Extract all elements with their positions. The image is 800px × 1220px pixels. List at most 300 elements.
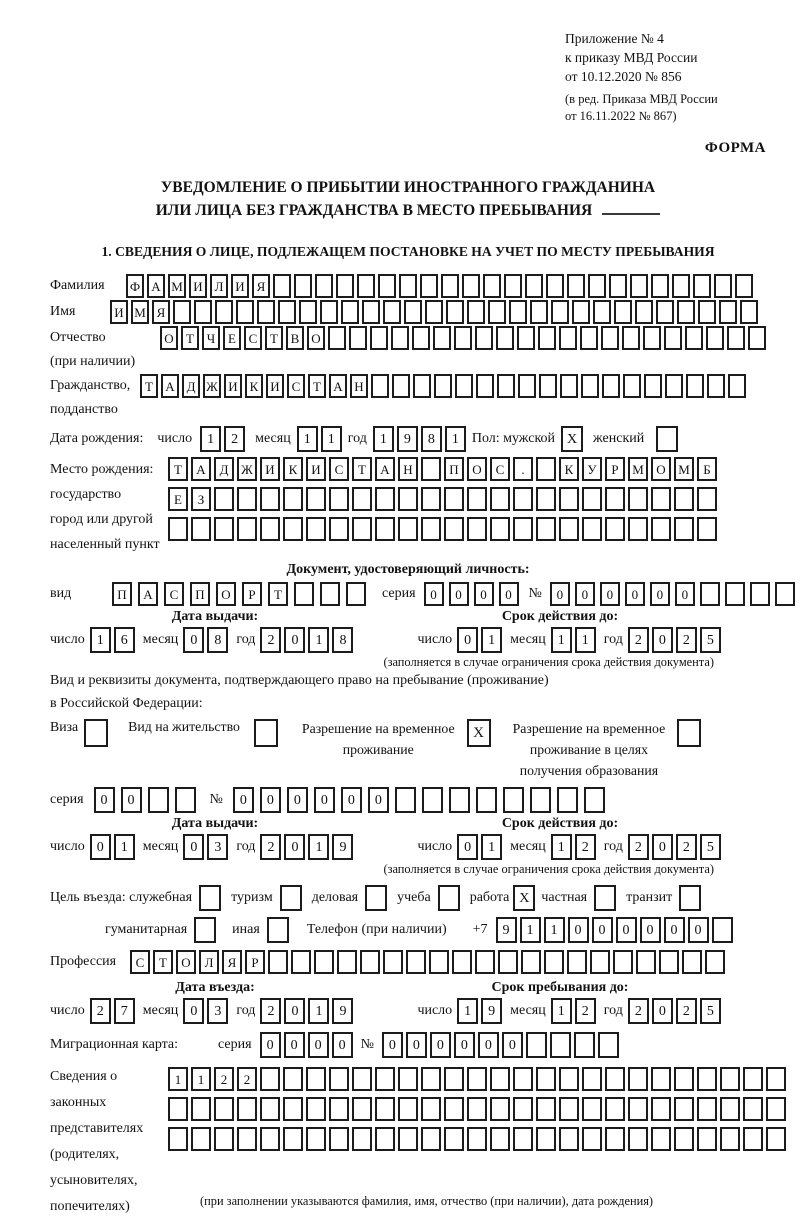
form-cell[interactable]	[536, 487, 556, 511]
form-cell[interactable]	[84, 719, 108, 747]
form-cell[interactable]	[513, 517, 533, 541]
form-cell[interactable]: М	[131, 300, 149, 324]
form-cell[interactable]	[475, 326, 493, 350]
form-cell[interactable]: Т	[140, 374, 158, 398]
form-cell[interactable]	[329, 487, 349, 511]
form-cell[interactable]: И	[189, 274, 207, 298]
form-cell[interactable]	[421, 487, 441, 511]
form-cell[interactable]	[236, 300, 254, 324]
form-cell[interactable]	[560, 374, 578, 398]
form-cell[interactable]	[536, 517, 556, 541]
form-cell[interactable]: И	[231, 274, 249, 298]
form-cell[interactable]: 1	[373, 426, 394, 452]
form-cell[interactable]	[513, 1067, 533, 1091]
form-cell[interactable]	[306, 517, 326, 541]
form-cell[interactable]	[425, 300, 443, 324]
form-cell[interactable]: Л	[199, 950, 219, 974]
form-cell[interactable]	[421, 1067, 441, 1091]
form-cell[interactable]	[582, 487, 602, 511]
form-cell[interactable]: 1	[90, 627, 111, 653]
form-cell[interactable]	[521, 950, 541, 974]
form-cell[interactable]: 0	[121, 787, 142, 813]
form-cell[interactable]: И	[110, 300, 128, 324]
form-cell[interactable]	[550, 1032, 571, 1058]
form-cell[interactable]: С	[287, 374, 305, 398]
form-cell[interactable]	[329, 1097, 349, 1121]
form-cell[interactable]	[593, 300, 611, 324]
form-cell[interactable]	[406, 950, 426, 974]
form-cell[interactable]	[320, 300, 338, 324]
form-cell[interactable]: 6	[114, 627, 135, 653]
form-cell[interactable]: П	[444, 457, 464, 481]
form-cell[interactable]: М	[674, 457, 694, 481]
form-cell[interactable]	[476, 374, 494, 398]
form-cell[interactable]	[628, 517, 648, 541]
form-cell[interactable]	[582, 1067, 602, 1091]
form-cell[interactable]	[260, 1097, 280, 1121]
form-cell[interactable]: Я	[222, 950, 242, 974]
form-cell[interactable]	[175, 787, 196, 813]
form-cell[interactable]	[191, 1097, 211, 1121]
form-cell[interactable]: 0	[341, 787, 362, 813]
form-cell[interactable]: Я	[252, 274, 270, 298]
form-cell[interactable]	[467, 1067, 487, 1091]
form-cell[interactable]	[260, 487, 280, 511]
form-cell[interactable]	[438, 885, 460, 911]
form-cell[interactable]: М	[628, 457, 648, 481]
form-cell[interactable]	[413, 374, 431, 398]
form-cell[interactable]	[697, 517, 717, 541]
form-cell[interactable]	[421, 457, 441, 481]
form-cell[interactable]	[605, 1127, 625, 1151]
form-cell[interactable]	[352, 517, 372, 541]
form-cell[interactable]	[168, 1097, 188, 1121]
form-cell[interactable]	[352, 1067, 372, 1091]
form-cell[interactable]: 2	[260, 834, 281, 860]
form-cell[interactable]	[588, 274, 606, 298]
form-cell[interactable]	[628, 1127, 648, 1151]
form-cell[interactable]	[706, 326, 724, 350]
form-cell[interactable]	[651, 1097, 671, 1121]
form-cell[interactable]	[572, 300, 590, 324]
form-cell[interactable]	[260, 517, 280, 541]
form-cell[interactable]	[525, 274, 543, 298]
form-cell[interactable]	[517, 326, 535, 350]
form-cell[interactable]	[613, 950, 633, 974]
form-cell[interactable]: И	[224, 374, 242, 398]
form-cell[interactable]: 1	[544, 917, 565, 943]
form-cell[interactable]	[194, 917, 216, 943]
form-cell[interactable]	[513, 1127, 533, 1151]
form-cell[interactable]: 0	[675, 582, 695, 606]
form-cell[interactable]: И	[306, 457, 326, 481]
form-cell[interactable]	[299, 300, 317, 324]
form-cell[interactable]	[728, 374, 746, 398]
form-cell[interactable]: 9	[496, 917, 517, 943]
form-cell[interactable]	[314, 950, 334, 974]
form-cell[interactable]	[446, 300, 464, 324]
form-cell[interactable]	[360, 950, 380, 974]
form-cell[interactable]: 0	[592, 917, 613, 943]
form-cell[interactable]: К	[245, 374, 263, 398]
form-cell[interactable]	[727, 326, 745, 350]
form-cell[interactable]	[383, 300, 401, 324]
form-cell[interactable]	[467, 1127, 487, 1151]
form-cell[interactable]	[476, 787, 497, 813]
form-cell[interactable]	[371, 374, 389, 398]
form-cell[interactable]	[743, 1097, 763, 1121]
form-cell[interactable]	[429, 950, 449, 974]
form-cell[interactable]	[605, 1097, 625, 1121]
form-cell[interactable]	[490, 1097, 510, 1121]
form-cell[interactable]	[278, 300, 296, 324]
form-cell[interactable]	[664, 326, 682, 350]
form-cell[interactable]: Т	[352, 457, 372, 481]
form-cell[interactable]	[336, 274, 354, 298]
form-cell[interactable]	[622, 326, 640, 350]
form-cell[interactable]	[214, 1097, 234, 1121]
form-cell[interactable]: 1	[200, 426, 221, 452]
form-cell[interactable]	[237, 517, 257, 541]
form-cell[interactable]	[237, 1127, 257, 1151]
form-cell[interactable]: С	[130, 950, 150, 974]
form-cell[interactable]: 1	[297, 426, 318, 452]
form-cell[interactable]: 0	[308, 1032, 329, 1058]
form-cell[interactable]	[697, 1067, 717, 1091]
form-cell[interactable]	[168, 1127, 188, 1151]
form-cell[interactable]: 3	[207, 998, 228, 1024]
form-cell[interactable]	[433, 326, 451, 350]
form-cell[interactable]	[294, 274, 312, 298]
form-cell[interactable]	[582, 517, 602, 541]
form-cell[interactable]	[628, 487, 648, 511]
form-cell[interactable]	[337, 950, 357, 974]
form-cell[interactable]	[567, 274, 585, 298]
form-cell[interactable]: 2	[628, 834, 649, 860]
form-cell[interactable]	[651, 274, 669, 298]
form-cell[interactable]: 2	[260, 627, 281, 653]
form-cell[interactable]: 8	[332, 627, 353, 653]
form-cell[interactable]	[352, 1097, 372, 1121]
form-cell[interactable]	[594, 885, 616, 911]
form-cell[interactable]: 1	[457, 998, 478, 1024]
form-cell[interactable]	[441, 274, 459, 298]
form-cell[interactable]: О	[216, 582, 236, 606]
form-cell[interactable]: 0	[430, 1032, 451, 1058]
form-cell[interactable]	[449, 787, 470, 813]
form-cell[interactable]: 1	[551, 998, 572, 1024]
form-cell[interactable]	[740, 300, 758, 324]
form-cell[interactable]	[719, 300, 737, 324]
form-cell[interactable]	[283, 517, 303, 541]
form-cell[interactable]: 9	[332, 834, 353, 860]
form-cell[interactable]: 1	[191, 1067, 211, 1091]
form-cell[interactable]: О	[307, 326, 325, 350]
form-cell[interactable]: 0	[233, 787, 254, 813]
form-cell[interactable]	[536, 1127, 556, 1151]
form-cell[interactable]	[260, 1127, 280, 1151]
form-cell[interactable]	[294, 582, 314, 606]
form-cell[interactable]: Р	[605, 457, 625, 481]
form-cell[interactable]	[601, 326, 619, 350]
form-cell[interactable]	[375, 487, 395, 511]
form-cell[interactable]	[598, 1032, 619, 1058]
form-cell[interactable]: 0	[284, 834, 305, 860]
form-cell[interactable]: Т	[181, 326, 199, 350]
form-cell[interactable]: 1	[575, 627, 596, 653]
form-cell[interactable]: 0	[600, 582, 620, 606]
form-cell[interactable]: Ж	[237, 457, 257, 481]
form-cell[interactable]	[444, 1067, 464, 1091]
form-cell[interactable]: О	[467, 457, 487, 481]
form-cell[interactable]: 1	[551, 834, 572, 860]
form-cell[interactable]	[283, 1067, 303, 1091]
form-cell[interactable]	[375, 1127, 395, 1151]
form-cell[interactable]: Ж	[203, 374, 221, 398]
form-cell[interactable]: О	[176, 950, 196, 974]
form-cell[interactable]: 9	[481, 998, 502, 1024]
form-cell[interactable]	[697, 1127, 717, 1151]
form-cell[interactable]: Н	[350, 374, 368, 398]
form-cell[interactable]	[659, 950, 679, 974]
form-cell[interactable]	[743, 1067, 763, 1091]
form-cell[interactable]: 0	[550, 582, 570, 606]
form-cell[interactable]	[766, 1127, 786, 1151]
form-cell[interactable]: 0	[260, 1032, 281, 1058]
form-cell[interactable]: 2	[676, 834, 697, 860]
form-cell[interactable]: А	[191, 457, 211, 481]
form-cell[interactable]	[420, 274, 438, 298]
form-cell[interactable]: 0	[424, 582, 444, 606]
form-cell[interactable]	[582, 1127, 602, 1151]
form-cell[interactable]	[559, 326, 577, 350]
form-cell[interactable]	[398, 1067, 418, 1091]
form-cell[interactable]: 2	[90, 998, 111, 1024]
form-cell[interactable]	[452, 950, 472, 974]
form-cell[interactable]: 0	[90, 834, 111, 860]
form-cell[interactable]	[412, 326, 430, 350]
form-cell[interactable]	[357, 274, 375, 298]
form-cell[interactable]	[341, 300, 359, 324]
form-cell[interactable]	[346, 582, 366, 606]
form-cell[interactable]	[398, 1127, 418, 1151]
form-cell[interactable]	[422, 787, 443, 813]
form-cell[interactable]	[536, 457, 556, 481]
form-cell[interactable]	[483, 274, 501, 298]
form-cell[interactable]	[421, 1097, 441, 1121]
form-cell[interactable]	[254, 719, 278, 747]
form-cell[interactable]: 0	[499, 582, 519, 606]
form-cell[interactable]	[743, 1127, 763, 1151]
form-cell[interactable]: П	[112, 582, 132, 606]
form-cell[interactable]	[590, 950, 610, 974]
form-cell[interactable]: 0	[454, 1032, 475, 1058]
form-cell[interactable]	[651, 1067, 671, 1091]
form-cell[interactable]: 2	[628, 627, 649, 653]
form-cell[interactable]: О	[160, 326, 178, 350]
form-cell[interactable]	[546, 274, 564, 298]
form-cell[interactable]: 0	[183, 627, 204, 653]
form-cell[interactable]: 2	[237, 1067, 257, 1091]
form-cell[interactable]	[628, 1097, 648, 1121]
form-cell[interactable]	[328, 326, 346, 350]
form-cell[interactable]: 0	[183, 998, 204, 1024]
form-cell[interactable]	[444, 1127, 464, 1151]
form-cell[interactable]: Л	[210, 274, 228, 298]
form-cell[interactable]	[557, 787, 578, 813]
form-cell[interactable]	[536, 1067, 556, 1091]
form-cell[interactable]	[539, 374, 557, 398]
form-cell[interactable]: 0	[284, 998, 305, 1024]
form-cell[interactable]: Т	[308, 374, 326, 398]
form-cell[interactable]	[504, 274, 522, 298]
form-cell[interactable]: 0	[640, 917, 661, 943]
form-cell[interactable]	[283, 1127, 303, 1151]
form-cell[interactable]	[698, 300, 716, 324]
form-cell[interactable]	[693, 274, 711, 298]
form-cell[interactable]	[148, 787, 169, 813]
form-cell[interactable]: 0	[183, 834, 204, 860]
form-cell[interactable]: 2	[214, 1067, 234, 1091]
form-cell[interactable]: 5	[700, 627, 721, 653]
form-cell[interactable]	[352, 1127, 372, 1151]
form-cell[interactable]	[214, 517, 234, 541]
form-cell[interactable]	[536, 1097, 556, 1121]
form-cell[interactable]: 0	[652, 834, 673, 860]
form-cell[interactable]: О	[651, 457, 671, 481]
form-cell[interactable]	[530, 787, 551, 813]
form-cell[interactable]: 0	[688, 917, 709, 943]
form-cell[interactable]: Т	[265, 326, 283, 350]
form-cell[interactable]: 0	[94, 787, 115, 813]
form-cell[interactable]	[398, 1097, 418, 1121]
form-cell[interactable]: 3	[207, 834, 228, 860]
form-cell[interactable]: Д	[182, 374, 200, 398]
form-cell[interactable]: К	[559, 457, 579, 481]
form-cell[interactable]: 1	[308, 627, 329, 653]
form-cell[interactable]: 0	[457, 627, 478, 653]
form-cell[interactable]	[268, 950, 288, 974]
form-cell[interactable]	[496, 326, 514, 350]
form-cell[interactable]	[462, 274, 480, 298]
form-cell[interactable]: 0	[650, 582, 670, 606]
form-cell[interactable]: И	[260, 457, 280, 481]
form-cell[interactable]: А	[375, 457, 395, 481]
form-cell[interactable]: 1	[114, 834, 135, 860]
form-cell[interactable]	[559, 517, 579, 541]
form-cell[interactable]	[399, 274, 417, 298]
form-cell[interactable]	[574, 1032, 595, 1058]
form-cell[interactable]	[513, 487, 533, 511]
form-cell[interactable]: С	[164, 582, 184, 606]
form-cell[interactable]: 0	[287, 787, 308, 813]
form-cell[interactable]	[735, 274, 753, 298]
form-cell[interactable]	[551, 300, 569, 324]
form-cell[interactable]	[538, 326, 556, 350]
form-cell[interactable]	[567, 950, 587, 974]
form-cell[interactable]	[362, 300, 380, 324]
form-cell[interactable]	[674, 517, 694, 541]
form-cell[interactable]: 2	[628, 998, 649, 1024]
form-cell[interactable]	[398, 517, 418, 541]
form-cell[interactable]	[395, 787, 416, 813]
form-cell[interactable]: 0	[314, 787, 335, 813]
form-cell[interactable]	[349, 326, 367, 350]
form-cell[interactable]	[775, 582, 795, 606]
form-cell[interactable]	[475, 950, 495, 974]
form-cell[interactable]: Т	[153, 950, 173, 974]
form-cell[interactable]	[750, 582, 770, 606]
form-cell[interactable]	[454, 326, 472, 350]
form-cell[interactable]: Т	[268, 582, 288, 606]
form-cell[interactable]: Е	[223, 326, 241, 350]
form-cell[interactable]: 0	[284, 627, 305, 653]
form-cell[interactable]	[580, 326, 598, 350]
form-cell[interactable]	[320, 582, 340, 606]
form-cell[interactable]	[714, 274, 732, 298]
form-cell[interactable]: А	[329, 374, 347, 398]
form-cell[interactable]	[672, 274, 690, 298]
form-cell[interactable]	[636, 950, 656, 974]
form-cell[interactable]	[467, 1097, 487, 1121]
form-cell[interactable]	[628, 1067, 648, 1091]
form-cell[interactable]	[651, 487, 671, 511]
form-cell[interactable]	[467, 517, 487, 541]
form-cell[interactable]: С	[244, 326, 262, 350]
form-cell[interactable]	[705, 950, 725, 974]
form-cell[interactable]	[623, 374, 641, 398]
form-cell[interactable]: 0	[652, 998, 673, 1024]
form-cell[interactable]	[214, 1127, 234, 1151]
form-cell[interactable]	[677, 719, 701, 747]
form-cell[interactable]	[686, 374, 704, 398]
form-cell[interactable]	[280, 885, 302, 911]
form-cell[interactable]: 2	[260, 998, 281, 1024]
form-cell[interactable]	[306, 1127, 326, 1151]
form-cell[interactable]	[748, 326, 766, 350]
form-cell[interactable]: 1	[481, 834, 502, 860]
form-cell[interactable]	[609, 274, 627, 298]
form-cell[interactable]: 8	[207, 627, 228, 653]
form-cell[interactable]: К	[283, 457, 303, 481]
form-cell[interactable]: Н	[398, 457, 418, 481]
form-cell[interactable]: А	[147, 274, 165, 298]
form-cell[interactable]	[643, 326, 661, 350]
form-cell[interactable]	[267, 917, 289, 943]
form-cell[interactable]	[306, 1067, 326, 1091]
form-cell[interactable]	[306, 487, 326, 511]
form-cell[interactable]: .	[513, 457, 533, 481]
form-cell[interactable]: 0	[474, 582, 494, 606]
form-cell[interactable]: Р	[242, 582, 262, 606]
form-cell[interactable]	[291, 950, 311, 974]
form-cell[interactable]	[605, 1067, 625, 1091]
form-cell[interactable]: 0	[332, 1032, 353, 1058]
form-cell[interactable]	[559, 487, 579, 511]
form-cell[interactable]: 1	[481, 627, 502, 653]
form-cell[interactable]	[260, 1067, 280, 1091]
form-cell[interactable]	[656, 426, 678, 452]
form-cell[interactable]	[214, 487, 234, 511]
form-cell[interactable]: 0	[664, 917, 685, 943]
form-cell[interactable]	[490, 487, 510, 511]
form-cell[interactable]	[559, 1097, 579, 1121]
form-cell[interactable]	[677, 300, 695, 324]
form-cell[interactable]	[682, 950, 702, 974]
form-cell[interactable]: Ф	[126, 274, 144, 298]
form-cell[interactable]	[375, 1067, 395, 1091]
form-cell[interactable]: А	[138, 582, 158, 606]
